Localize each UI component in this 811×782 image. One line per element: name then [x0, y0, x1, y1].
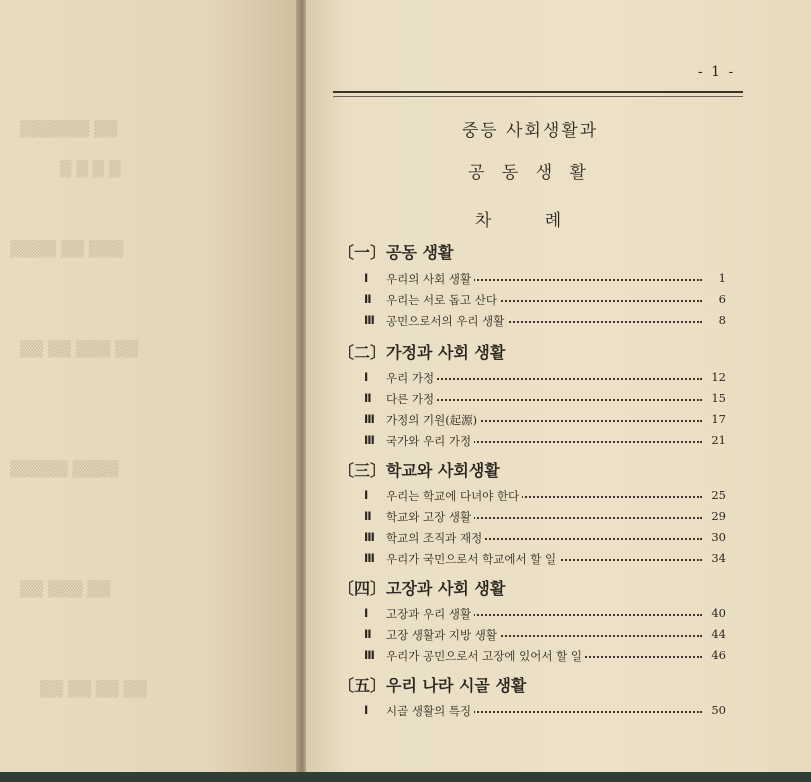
section-page: 17 [702, 412, 726, 426]
section-page: 50 [702, 703, 726, 717]
section-title: 우리는 학교에 다녀야 한다 [386, 488, 522, 504]
bleed-through-text: ▒▒ ▒▒▒ ▒▒ ▒▒ [20, 340, 139, 358]
header-rule [333, 91, 743, 93]
section-page: 30 [702, 530, 726, 544]
section-title: 우리 가정 [386, 370, 437, 386]
toc-entry [364, 551, 726, 569]
left-page [0, 0, 300, 782]
toc-entry [364, 292, 726, 310]
section-page: 15 [702, 391, 726, 405]
section-title: 공민으로서의 우리 생활 [386, 313, 507, 329]
section-title: 다른 가정 [386, 391, 437, 407]
toc-entry [364, 648, 726, 666]
chapter-heading [338, 673, 526, 696]
section-numeral: Ⅲ [364, 433, 375, 447]
section-title: 시골 생활의 특징 [386, 703, 474, 719]
bleed-through-text: ▒▒▒▒ ▒▒▒▒▒ [10, 460, 119, 478]
toc-entry [364, 271, 726, 289]
page-number: - 1 - [698, 64, 736, 80]
section-numeral: Ⅱ [364, 292, 372, 306]
chapter-title: 우리 나라 시골 생활 [386, 676, 527, 695]
toc-entry [364, 412, 726, 430]
section-page: 12 [702, 370, 726, 384]
section-title: 고장과 우리 생활 [386, 606, 474, 622]
section-page: 1 [702, 271, 726, 285]
section-title: 우리가 공민으로서 고장에 있어서 할 일 [386, 648, 585, 664]
chapter-title: 고장과 사회 생활 [386, 579, 506, 598]
section-numeral: Ⅲ [364, 551, 375, 565]
section-numeral: Ⅲ [364, 648, 375, 662]
section-title: 우리가 국민으로서 학교에서 할 일 [386, 551, 559, 567]
chapter-title: 학교와 사회생활 [386, 461, 500, 480]
section-numeral: Ⅲ [364, 313, 375, 327]
toc-entry [364, 370, 726, 388]
section-numeral: Ⅲ [364, 530, 375, 544]
chapter-heading [338, 340, 505, 363]
chapter-number: 〔二〕 [338, 343, 387, 362]
toc-entry [364, 391, 726, 409]
section-page: 6 [702, 292, 726, 306]
section-title: 우리는 서로 돕고 산다 [386, 292, 500, 308]
section-page: 8 [702, 313, 726, 327]
section-numeral: Ⅰ [364, 370, 369, 384]
section-title: 학교와 고장 생활 [386, 509, 474, 525]
toc-entry [364, 488, 726, 506]
header-rule-thin [333, 96, 743, 97]
chapter-title: 공동 생활 [386, 243, 454, 262]
book-title: 중등 사회생활과 [461, 121, 599, 141]
section-numeral: Ⅱ [364, 627, 372, 641]
toc-entry [364, 509, 726, 527]
chapter-heading [338, 576, 505, 599]
section-numeral: Ⅱ [364, 509, 372, 523]
section-numeral: Ⅰ [364, 703, 369, 717]
toc-entry [364, 703, 726, 721]
contents-heading: 차 례 [474, 211, 586, 231]
section-page: 46 [702, 648, 726, 662]
section-title: 국가와 우리 가정 [386, 433, 474, 449]
section-title: 가정의 기원(起源) [386, 412, 480, 428]
chapter-heading [338, 240, 453, 263]
bleed-through-text: ▒▒ ▒▒ ▒▒ ▒▒ [40, 680, 147, 698]
chapter-number: 〔一〕 [338, 243, 387, 262]
chapter-title: 가정과 사회 생활 [386, 343, 506, 362]
section-title: 고장 생활과 지방 생활 [386, 627, 500, 643]
section-page: 21 [702, 433, 726, 447]
book-subtitle: 공 동 생 활 [468, 163, 592, 183]
chapter-number: 〔五〕 [338, 676, 387, 695]
section-numeral: Ⅱ [364, 391, 372, 405]
section-numeral: Ⅲ [364, 412, 375, 426]
toc-entry [364, 433, 726, 451]
section-numeral: Ⅰ [364, 271, 369, 285]
chapter-heading [338, 458, 500, 481]
bleed-through-text: ▒▒ ▒▒▒▒▒▒ [20, 120, 118, 138]
section-title: 학교의 조직과 재정 [386, 530, 485, 546]
bleed-through-text: ▒▒▒ ▒▒ ▒▒▒▒ [10, 240, 124, 258]
chapter-number: 〔四〕 [338, 579, 387, 598]
toc-entry [364, 627, 726, 645]
toc-entry [364, 313, 726, 331]
section-title: 우리의 사회 생활 [386, 271, 474, 287]
section-page: 44 [702, 627, 726, 641]
section-page: 29 [702, 509, 726, 523]
bleed-through-text: ▒ ▒ ▒ ▒ [60, 160, 121, 178]
section-numeral: Ⅰ [364, 488, 369, 502]
cover-edge [0, 772, 811, 782]
section-page: 34 [702, 551, 726, 565]
toc-entry [364, 530, 726, 548]
bleed-through-text: ▒▒ ▒▒▒ ▒▒ [20, 580, 111, 598]
chapter-number: 〔三〕 [338, 461, 387, 480]
section-page: 40 [702, 606, 726, 620]
toc-entry [364, 606, 726, 624]
section-page: 25 [702, 488, 726, 502]
section-numeral: Ⅰ [364, 606, 369, 620]
